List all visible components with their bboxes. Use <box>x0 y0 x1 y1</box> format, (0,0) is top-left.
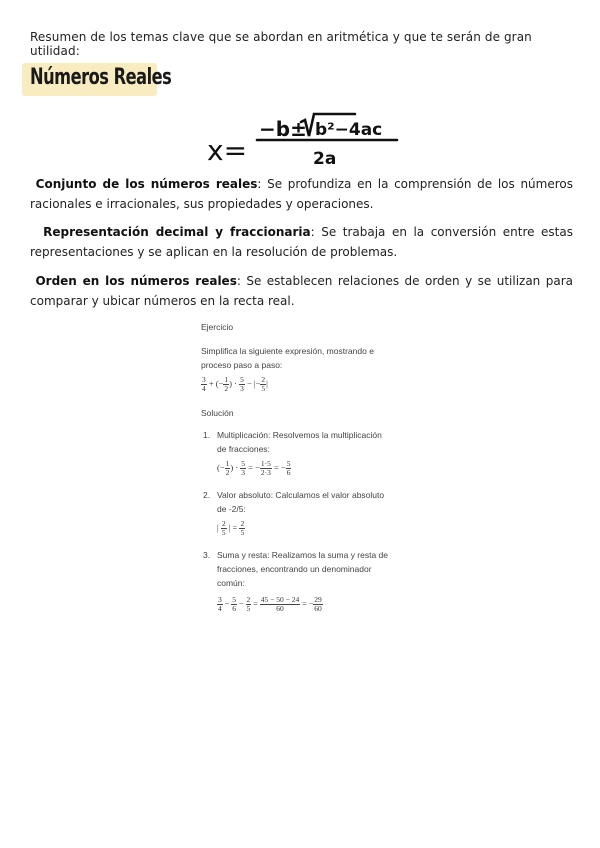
step-text: de -2/5: <box>217 504 246 514</box>
step-text: fracciones, encontrando un denominador <box>217 564 372 574</box>
intro-text: Resumen de los temas clave que se abordan en aritmética y que te serán de gran utilidad: <box>30 30 532 58</box>
section-real-set <box>30 174 573 214</box>
step-number: 1. <box>203 430 211 440</box>
step2-math: | $\frac{2}{5}$ | = $\frac{2}{5}$ <box>217 519 245 537</box>
exercise-prompt-line1: Simplifica la siguiente expresión, mostrando e <box>201 346 374 356</box>
step-number: 3. <box>203 550 211 560</box>
section-text: : Se profundiza en la comprensión de los números racionales e irracionales, sus propiedades y operaciones. <box>30 177 573 211</box>
quadratic-formula <box>205 110 405 172</box>
exercise-prompt-line2: proceso paso a paso: <box>201 360 283 370</box>
section-heading: Conjunto de los números reales <box>35 177 258 191</box>
radicand: b²−4ac <box>315 120 383 140</box>
step1-math: (− $\frac{1}{2}$ ) · $\frac{5}{3}$ = − $\frac{1\cdot 5}{2\cdot 3}$ = − $\frac{5}{6}$ <box>217 459 291 477</box>
exercise-image <box>195 318 410 628</box>
step3-math: $\frac{3}{4}$ − $\frac{5}{6}$ − $\frac{2}{5}$ = $\frac{45 - 50 - 24}{60}$ = − $\frac{29}{60}$ <box>218 595 322 613</box>
section-heading: Representación decimal y fraccionaria <box>43 225 311 239</box>
numerator-sign: −b± <box>259 117 307 141</box>
step-text: Multiplicación: Resolvemos la multiplicación <box>217 430 382 440</box>
step-text: Suma y resta: Realizamos la suma y resta de <box>217 550 389 560</box>
step-number: 2. <box>203 490 211 500</box>
section-decimal-fraction <box>30 222 573 262</box>
solution-label: Solución <box>201 408 234 418</box>
section-text: : Se trabaja en la conversión entre estas representaciones y se aplican en la resolución de problemas. <box>30 225 573 259</box>
formula-lhs: x= <box>207 134 248 167</box>
page-title: Números Reales <box>30 65 172 90</box>
step-text: común: <box>217 578 245 588</box>
exercise-expression: $\frac{3}{4}$ + (− $\frac{1}{2}$ ) · $\frac{5}{3}$ − |− $\frac{2}{5}$ | <box>202 375 268 393</box>
step-text: Valor absoluto: Calculamos el valor absoluto <box>217 490 385 500</box>
step-text: de fracciones: <box>217 444 270 454</box>
section-text: : Se establecen relaciones de orden y se utilizan para comparar y ubicar números en la recta real. <box>30 274 573 308</box>
exercise-label: Ejercicio <box>201 322 234 332</box>
section-order <box>30 271 573 311</box>
denominator: 2a <box>313 149 337 169</box>
section-heading: Orden en los números reales <box>35 274 237 288</box>
